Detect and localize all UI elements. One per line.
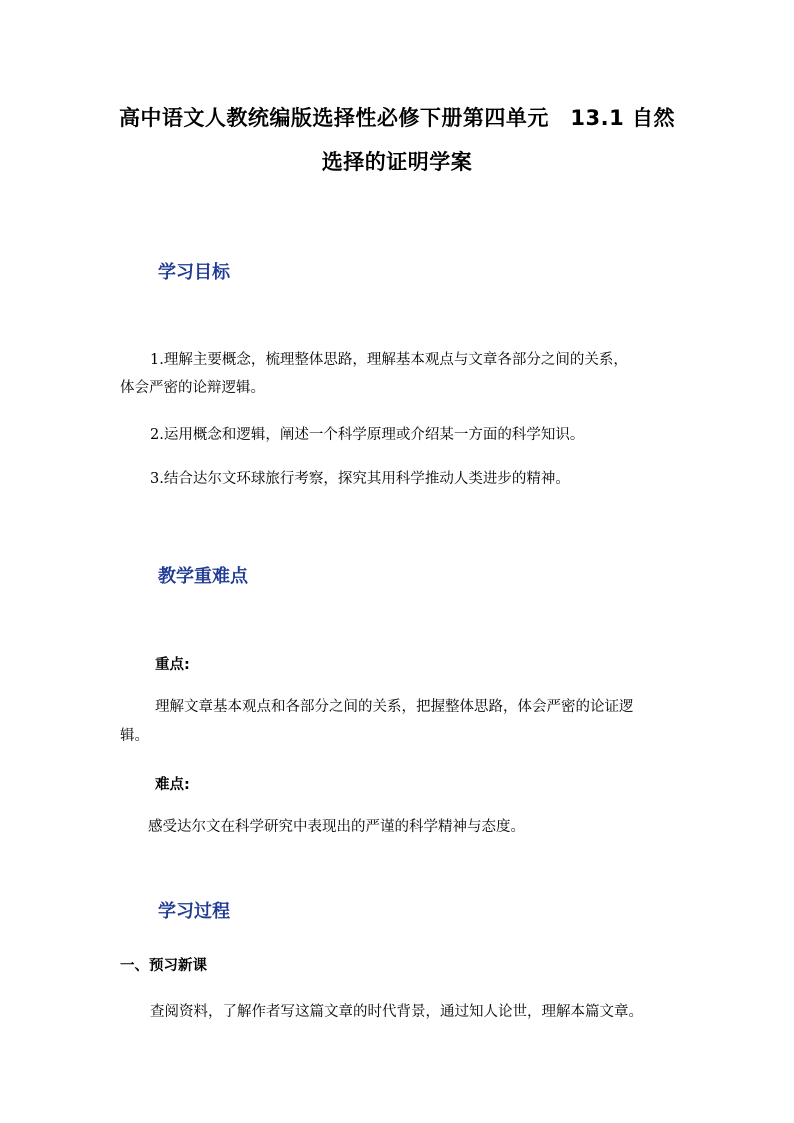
focus-label: 重点: <box>155 657 190 673</box>
document-title <box>110 96 684 184</box>
preview-subheading: 一、预习新课 <box>120 958 207 974</box>
title-line-2: 选择的证明学案 <box>321 150 473 174</box>
objective-item-1: 1.理解主要概念，梳理整体思路，理解基本观点与文章各部分之间的关系， <box>150 352 628 368</box>
key-points-heading: 教学重难点 <box>158 566 248 587</box>
objective-item-1-cont: 体会严密的论辩逻辑。 <box>120 380 265 396</box>
focus-text: 理解文章基本观点和各部分之间的关系，把握整体思路，体会严密的论证逻 <box>155 699 634 715</box>
objective-item-3: 3.结合达尔文环球旅行考察，探究其用科学推动人类进步的精神。 <box>150 471 570 487</box>
process-heading: 学习过程 <box>158 901 230 922</box>
preview-text: 查阅资料，了解作者写这篇文章的时代背景，通过知人论世，理解本篇文章。 <box>150 1004 643 1020</box>
objectives-heading: 学习目标 <box>158 262 230 283</box>
objective-item-2: 2.运用概念和逻辑，阐述一个科学原理或介绍某一方面的科学知识。 <box>150 427 585 443</box>
difficulty-label: 难点: <box>155 777 190 793</box>
focus-text-cont: 辑。 <box>120 728 149 744</box>
difficulty-text: 感受达尔文在科学研究中表现出的严谨的科学精神与态度。 <box>148 819 525 835</box>
title-line-1: 高中语文人教统编版选择性必修下册第四单元 13.1 自然 <box>118 106 676 130</box>
